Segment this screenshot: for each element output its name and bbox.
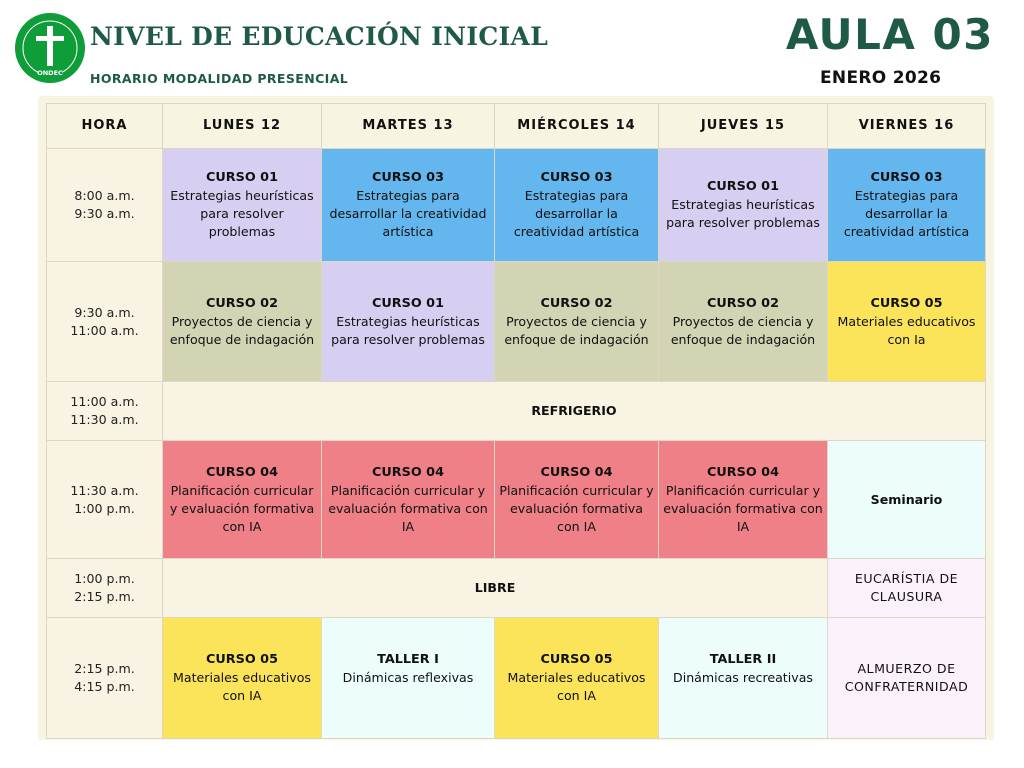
workshop-desc: Dinámicas reflexivas <box>342 670 474 685</box>
lunch-cell: ALMUERZO DE CONFRATERNIDAD <box>828 618 986 739</box>
course-desc: Estrategias para desarrollar la creatividad artística <box>843 188 970 239</box>
seminar-cell: Seminario <box>828 441 986 559</box>
course-cell <box>163 149 322 262</box>
schedule-row <box>47 618 986 739</box>
course-desc: Materiales educativos con IA <box>173 670 311 703</box>
col-hora: HORA <box>47 104 163 149</box>
course-cell <box>659 441 828 559</box>
course-cell <box>495 262 659 382</box>
col-lunes: LUNES 12 <box>163 104 322 149</box>
course-cell <box>659 149 828 262</box>
course-code: CURSO 01 <box>707 179 779 194</box>
course-code: CURSO 01 <box>206 170 278 185</box>
col-miercoles: MIÉRCOLES 14 <box>495 104 659 149</box>
time-end: 11:00 a.m. <box>70 322 139 338</box>
col-martes: MARTES 13 <box>322 104 495 149</box>
aula-label: AULA 03 <box>785 10 994 59</box>
workshop-cell <box>322 618 495 739</box>
time-end: 2:15 p.m. <box>74 589 135 604</box>
header-row <box>47 104 986 149</box>
workshop-code: TALLER I <box>377 652 439 667</box>
course-desc: Proyectos de ciencia y enfoque de indagación <box>504 313 649 347</box>
col-jueves: JUEVES 15 <box>659 104 828 149</box>
course-code: CURSO 05 <box>870 295 943 311</box>
course-cell <box>163 441 322 559</box>
course-code: CURSO 01 <box>372 295 444 311</box>
course-cell <box>322 441 495 559</box>
course-code: CURSO 03 <box>372 170 444 185</box>
course-cell <box>495 149 659 262</box>
course-desc: Planificación curricular y evaluación formativa con IA <box>328 482 488 534</box>
workshop-code: TALLER II <box>709 652 777 667</box>
course-cell <box>828 149 986 262</box>
schedule-row <box>47 559 986 618</box>
course-desc: Proyectos de ciencia y enfoque de indagación <box>670 313 816 347</box>
time-end: 4:15 p.m. <box>74 679 135 694</box>
ondec-logo <box>14 12 86 84</box>
course-cell <box>495 441 659 559</box>
time-cell <box>47 262 163 382</box>
col-viernes: VIERNES 16 <box>828 104 986 149</box>
course-cell <box>163 618 322 739</box>
course-code: CURSO 04 <box>707 464 779 480</box>
course-code: CURSO 04 <box>540 464 613 480</box>
course-desc: Planificación curricular y evaluación formativa con IA <box>169 482 315 534</box>
course-cell <box>659 262 828 382</box>
course-desc: Estrategias para desarrollar la creatividad artística <box>329 188 487 239</box>
course-cell <box>495 618 659 739</box>
course-desc: Planificación curricular y evaluación formativa con IA <box>499 482 654 534</box>
break-cell: REFRIGERIO <box>163 382 986 441</box>
course-code: CURSO 05 <box>206 652 278 667</box>
course-desc: Estrategias heurísticas para resolver problemas <box>170 188 314 239</box>
closing-mass-cell: EUCARÍSTIA DE CLAUSURA <box>828 559 986 618</box>
course-desc: Materiales educativos con Ia <box>837 313 976 347</box>
time-start: 8:00 a.m. <box>74 188 135 203</box>
course-desc: Planificación curricular y evaluación formativa con IA <box>663 482 823 534</box>
course-cell <box>163 262 322 382</box>
course-desc: Materiales educativos con IA <box>507 670 646 703</box>
course-code: CURSO 04 <box>206 464 278 480</box>
course-code: CURSO 05 <box>540 652 613 667</box>
time-cell <box>47 441 163 559</box>
schedule-row <box>47 441 986 559</box>
course-cell <box>322 149 495 262</box>
time-end: 11:30 a.m. <box>70 412 139 427</box>
course-code: CURSO 03 <box>870 170 943 185</box>
time-end: 1:00 p.m. <box>74 500 135 516</box>
course-desc: Estrategias para desarrollar la creatividad artística <box>513 188 640 239</box>
time-end: 9:30 a.m. <box>74 206 135 221</box>
logo-text: ONDEC <box>37 69 63 77</box>
free-cell: LIBRE <box>163 559 828 618</box>
course-cell <box>828 262 986 382</box>
schedule-row <box>47 262 986 382</box>
time-start: 9:30 a.m. <box>74 304 135 320</box>
time-cell <box>47 559 163 618</box>
month-label: ENERO 2026 <box>820 68 942 88</box>
course-cell <box>322 262 495 382</box>
course-code: CURSO 03 <box>540 170 613 185</box>
time-start: 1:00 p.m. <box>74 571 135 586</box>
schedule-row <box>47 149 986 262</box>
page-subtitle: HORARIO MODALIDAD PRESENCIAL <box>90 71 349 86</box>
course-code: CURSO 02 <box>540 295 613 311</box>
time-cell <box>47 618 163 739</box>
course-code: CURSO 04 <box>372 464 444 480</box>
course-desc: Estrategias heurísticas para resolver problemas <box>666 197 820 230</box>
schedule-table <box>46 103 986 739</box>
time-cell <box>47 149 163 262</box>
schedule-row <box>47 382 986 441</box>
time-start: 2:15 p.m. <box>74 661 135 676</box>
course-desc: Estrategias heurísticas para resolver problemas <box>331 313 485 347</box>
page-title: NIVEL DE EDUCACIÓN INICIAL <box>90 22 549 51</box>
course-code: CURSO 02 <box>206 295 278 311</box>
course-code: CURSO 02 <box>707 295 779 311</box>
time-start: 11:00 a.m. <box>70 394 139 409</box>
course-desc: Proyectos de ciencia y enfoque de indagación <box>169 313 315 347</box>
workshop-cell <box>659 618 828 739</box>
time-start: 11:30 a.m. <box>70 482 139 498</box>
workshop-desc: Dinámicas recreativas <box>673 670 813 685</box>
time-cell <box>47 382 163 441</box>
